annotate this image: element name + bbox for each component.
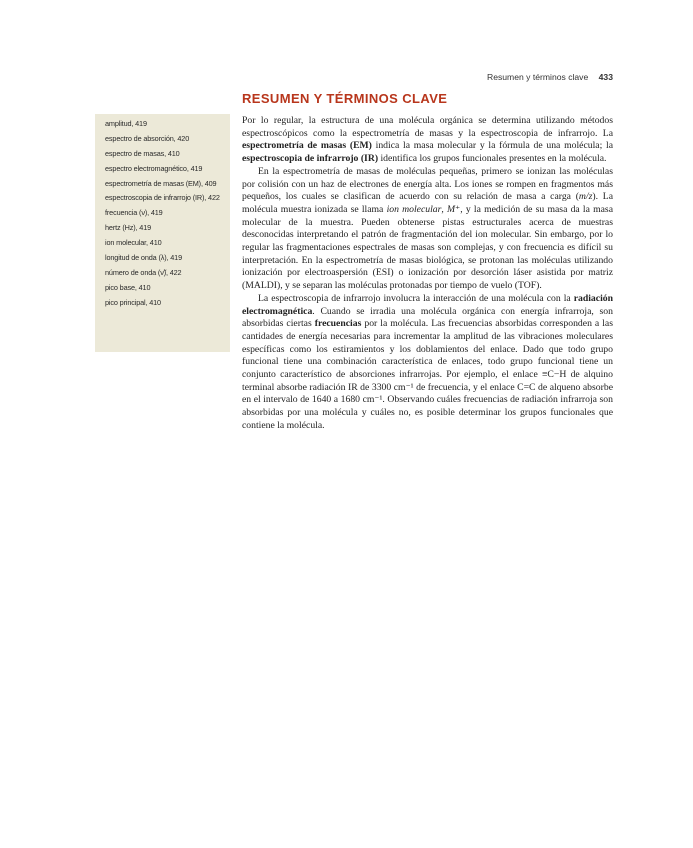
summary-body (242, 115, 613, 433)
italic-text: ion molecular (386, 203, 442, 215)
key-term: espectroscopia de infrarrojo (IR) (242, 153, 379, 165)
running-head-title: Resumen y términos clave (487, 72, 589, 82)
text-run: Por lo regular, la estructura de una molécula orgánica se determina utilizando métodos espectroscópicos como la espectrometría de masas y la espectroscopia de infrarrojo. La (242, 115, 613, 139)
section-title: RESUMEN Y TÉRMINOS CLAVE (242, 91, 448, 106)
text-run: En la espectrometría de masas de moléculas pequeñas, primero se ionizan las moléculas por colisión con un haz de electrones de energía alta. Los iones se rompen en fragmentos más pequeños, los cuales se clasifican de acuerdo con su relación de masa a carga ( (242, 165, 613, 203)
page-number: 433 (598, 72, 613, 82)
text-run: La espectroscopia de infrarrojo involucra la interacción de una molécula con la (258, 292, 574, 304)
key-term-entry: espectro de masas, 410 (105, 148, 180, 158)
key-term: frecuencias (314, 318, 362, 330)
text-run: indica la masa molecular y la fórmula de una molécula; la (371, 140, 613, 152)
key-term-entry: ion molecular, 410 (105, 238, 162, 248)
summary-paragraph (242, 293, 613, 433)
summary-paragraph (242, 166, 613, 293)
summary-paragraph (242, 115, 613, 166)
key-term: espectrometría de masas (EM) (242, 140, 372, 152)
key-term-entry: longitud de onda (λ), 419 (105, 253, 182, 263)
key-terms-list (105, 119, 224, 308)
key-terms-box (95, 114, 230, 352)
key-term-entry: número de onda (ν̃), 422 (105, 267, 182, 277)
key-term-entry: espectrometría de masas (EM), 409 (105, 178, 217, 188)
running-head (487, 72, 613, 82)
italic-text: m/z (578, 191, 593, 203)
key-term-entry: pico principal, 410 (105, 297, 161, 307)
text-run: . Cuando se irradia una molécula orgánica con energía infrarroja, son absorbidas ciertas (242, 305, 613, 330)
key-term-entry: frecuencia (ν), 419 (105, 208, 163, 218)
key-term: radiación electromagnética (242, 292, 613, 317)
key-term-entry: hertz (Hz), 419 (105, 223, 152, 233)
text-run: identifica los grupos funcionales presentes en la molécula. (378, 153, 607, 165)
key-term-entry: pico base, 410 (105, 282, 151, 292)
text-run: ). La molécula muestra ionizada se llama (242, 191, 613, 215)
text-run: , (441, 203, 448, 215)
key-term-entry: amplitud, 419 (105, 119, 147, 128)
italic-text: M (447, 203, 456, 215)
key-term-entry: espectroscopia de infrarrojo (IR), 422 (105, 193, 220, 203)
key-term-entry: espectro de absorción, 420 (105, 133, 190, 143)
text-run: ⁺, y la medición de su masa da la masa molecular de la muestra. Pueden obtenerse pistas estructurales acerca de muestras desconocidas interpretando el patrón de fragmentación del ion molecular. Sin embargo, por lo regular las fragmentaciones espectrales de masas son complejas, y con frecuencia es difícil su interpretación. En la espectrometría de masas biológica, se protonan las moléculas utilizando ionización por electroaspersión (ESI) o ionización por desorción láser asistida por matriz (MALDI), y se separan las moléculas protonadas por tiempo de vuelo (TOF). (242, 203, 614, 292)
key-term-entry: espectro electromagnético, 419 (105, 163, 203, 173)
text-run: por la molécula. Las frecuencias absorbidas corresponden a las cantidades de energía necesarias para incrementar la amplitud de las vibraciones moleculares específicas como los estiramientos y los doblamientos del enlace. Dado que todo grupo funcional tiene una combinación característica de enlaces, todo grupo funcional tiene un conjunto característico de absorciones infrarrojas. Por ejemplo, el enlace ≡C−H de alquino terminal absorbe radiación IR de 3300 cm⁻¹ de frecuencia, y el enlace C=C de alqueno absorbe en el intervalo de 1640 a 1680 cm⁻¹. Observando cuáles frecuencias de radiación infrarroja son absorbidas por una molécula y cuáles no, es posible determinar los grupos funcionales que contiene la molécula. (242, 318, 613, 431)
